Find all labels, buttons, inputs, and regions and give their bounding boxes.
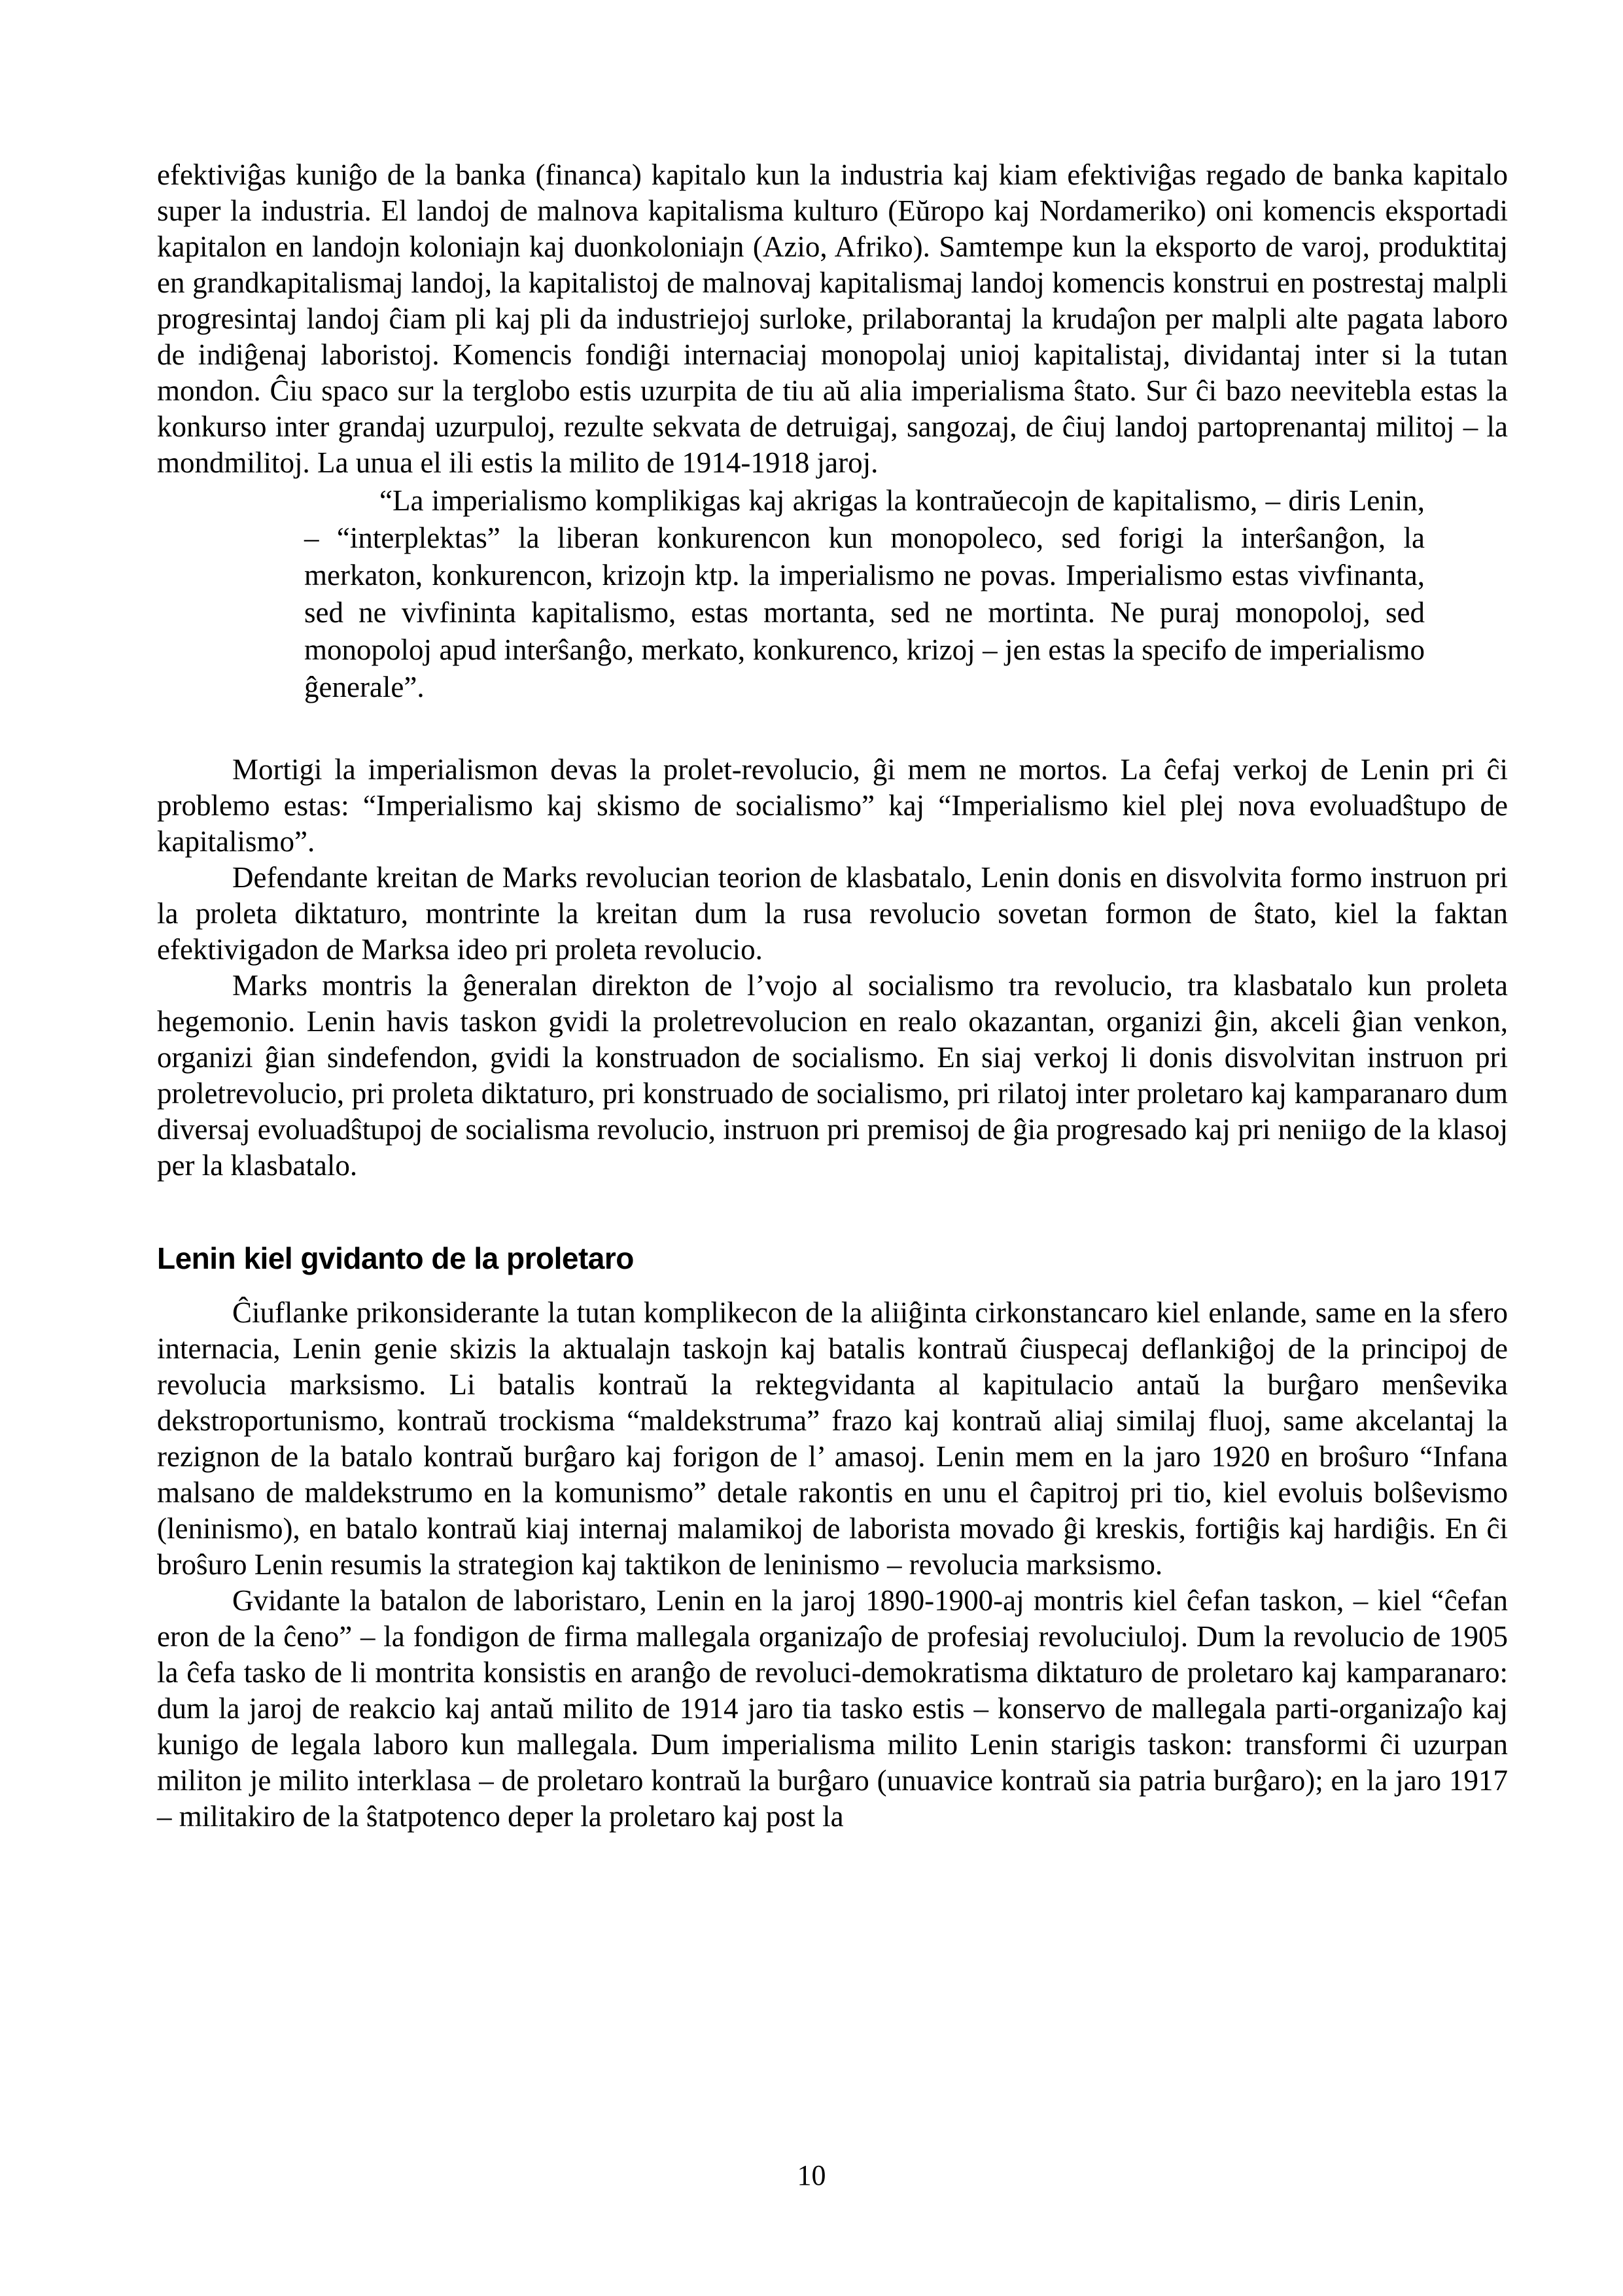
paragraph-ciuflanke: Ĉiuflanke prikonsiderante la tutan komplikecon de la aliiĝinta cirkonstancaro kiel enlande, same en la sfero internacia, Lenin genie skizis la aktualajn taskojn kaj batalis kontraŭ ĉiuspecaj deflankiĝoj de la principoj de revolucia marksismo. Li batalis kontraŭ la rektegvidanta al kapitulacio antaŭ la burĝaro menŝevika dekstroportunismo, kontraŭ trockisma “maldekstruma” frazo kaj kontraŭ aliaj similaj fluoj, same akcelantaj la rezignon de la batalo kontraŭ burĝaro kaj forigon de l’ amasoj. Lenin mem en la jaro 1920 en broŝuro “Infana malsano de maldekstrumo en la komunismo” detale rakontis en unu el ĉapitroj pri tio, kiel evoluis bolŝevismo (leninismo), en batalo kontraŭ kiaj internaj malamikoj de laborista movado ĝi kreskis, fortiĝis kaj hardiĝis. En ĉi broŝuro Lenin resumis la strategion kaj taktikon de leninismo – revolucia marksismo.	[157, 1296, 1508, 1581]
paragraph-mortigi-imperialismon: Mortigi la imperialismon devas la prolet-revolucio, ĝi mem ne mortos. La ĉefaj verkoj de Lenin pri ĉi problemo estas: “Imperialismo kaj skismo de socialismo” kaj “Imperialismo kiel plej nova evoluadŝtupo de kapitalismo”.	[157, 753, 1508, 858]
text-block	[157, 157, 1508, 1835]
blockquote-lenin-imperialismo: “La imperialismo komplikigas kaj akrigas la kontraŭecojn de kapitalismo, – diris Lenin, – “interplektas” la liberan konkurencon kun monopoleco, sed forigi la interŝanĝon, la merkaton, konkurencon, krizojn ktp. la imperialismo ne povas. Imperialismo estas vivfinanta, sed ne vivfininta kapitalismo, estas mortanta, sed ne mortinta. Ne puraj monopoloj, sed monopoloj apud interŝanĝo, merkato, konkurenco, krizoj – jen estas la specifo de imperialismo ĝenerale”.	[304, 484, 1425, 703]
section-heading-lenin-gvidanto: Lenin kiel gvidanto de la proletaro	[157, 1241, 634, 1275]
paragraph-imperialism-continuation: efektiviĝas kuniĝo de la banka (financa) kapitalo kun la industria kaj kiam efektiviĝas regado de banka kapitalo super la industria. El landoj de malnova kapitalisma kulturo (Eŭropo kaj Nordameriko) oni komencis eksportadi kapitalon en landojn koloniajn kaj duonkoloniajn (Azio, Afriko). Samtempe kun la eksporto de varoj, produktitaj en grandkapitalismaj landoj, la kapitalistoj de malnovaj kapitalismaj landoj komencis konstrui en postrestaj malpli progresintaj landoj ĉiam pli kaj pli da industriejoj surloke, prilaborantaj la krudaĵon per malpli alte pagata laboro de indiĝenaj laboristoj. Komencis fondiĝi internaciaj monopolaj unioj kapitalistaj, dividantaj inter si la tutan mondon. Ĉiu spaco sur la terglobo estis uzurpita de tiu aŭ alia imperialisma ŝtato. Sur ĉi bazo neevitebla estas la konkurso inter grandaj uzurpuloj, rezulte sekvata de detruigaj, sangozaj, de ĉiuj landoj partoprenantaj militoj – la mondmilitoj. La unua el ili estis la milito de 1914-1918 jaroj.	[157, 158, 1508, 479]
paragraph-gvidante-batalon: Gvidante la batalon de laboristaro, Lenin en la jaroj 1890-1900-aj montris kiel ĉefan taskon, – kiel “ĉefan eron de la ĉeno” – la fondigon de firma mallegala organizaĵo de profesiaj revoluciuloj. Dum la revolucio de 1905 la ĉefa tasko de li montrita konsistis en aranĝo de revoluci-demokratisma diktaturo de proletaro kaj kamparanaro: dum la jaroj de reakcio kaj antaŭ milito de 1914 jaro tia tasko estis – konservo de mallegala parti-organizaĵo kaj kunigo de legala laboro kun mallegala. Dum imperialisma milito Lenin starigis taskon: transformi ĉi uzurpan militon je milito interklasa – de proletaro kontraŭ la burĝaro (unuavice kontraŭ sia patria burĝaro); en la jaro 1917 – militakiro de la ŝtatpotenco deper la proletaro kaj post la	[157, 1584, 1508, 1833]
page-number: 10	[797, 2159, 826, 2191]
paragraph-marks-direkton: Marks montris la ĝeneralan direkton de l’vojo al socialismo tra revolucio, tra klasbatalo kun proleta hegemonio. Lenin havis taskon gvidi la proletrevolucion en realo okazantan, organizi ĝin, akceli ĝian venkon, organizi ĝian sindefendon, gvidi la konstruadon de socialismo. En siaj verkoj li donis disvolvitan instruon pri proletrevolucio, pri proleta diktaturo, pri konstruado de socialismo, pri rilatoj inter proletaro kaj kamparanaro dum diversaj evoluadŝtupoj de socialisma revolucio, instruon pri premisoj de ĝia progresado kaj pri neniigo de la klasoj per la klasbatalo.	[157, 969, 1508, 1182]
paragraph-defendante-marks: Defendante kreitan de Marks revolucian teorion de klasbatalo, Lenin donis en disvolvita formo instruon pri la proleta diktaturo, montrinte la kreitan dum la rusa revolucio sovetan formon de ŝtato, kiel la faktan efektivigadon de Marksa ideo pri proleta revolucio.	[157, 861, 1508, 966]
